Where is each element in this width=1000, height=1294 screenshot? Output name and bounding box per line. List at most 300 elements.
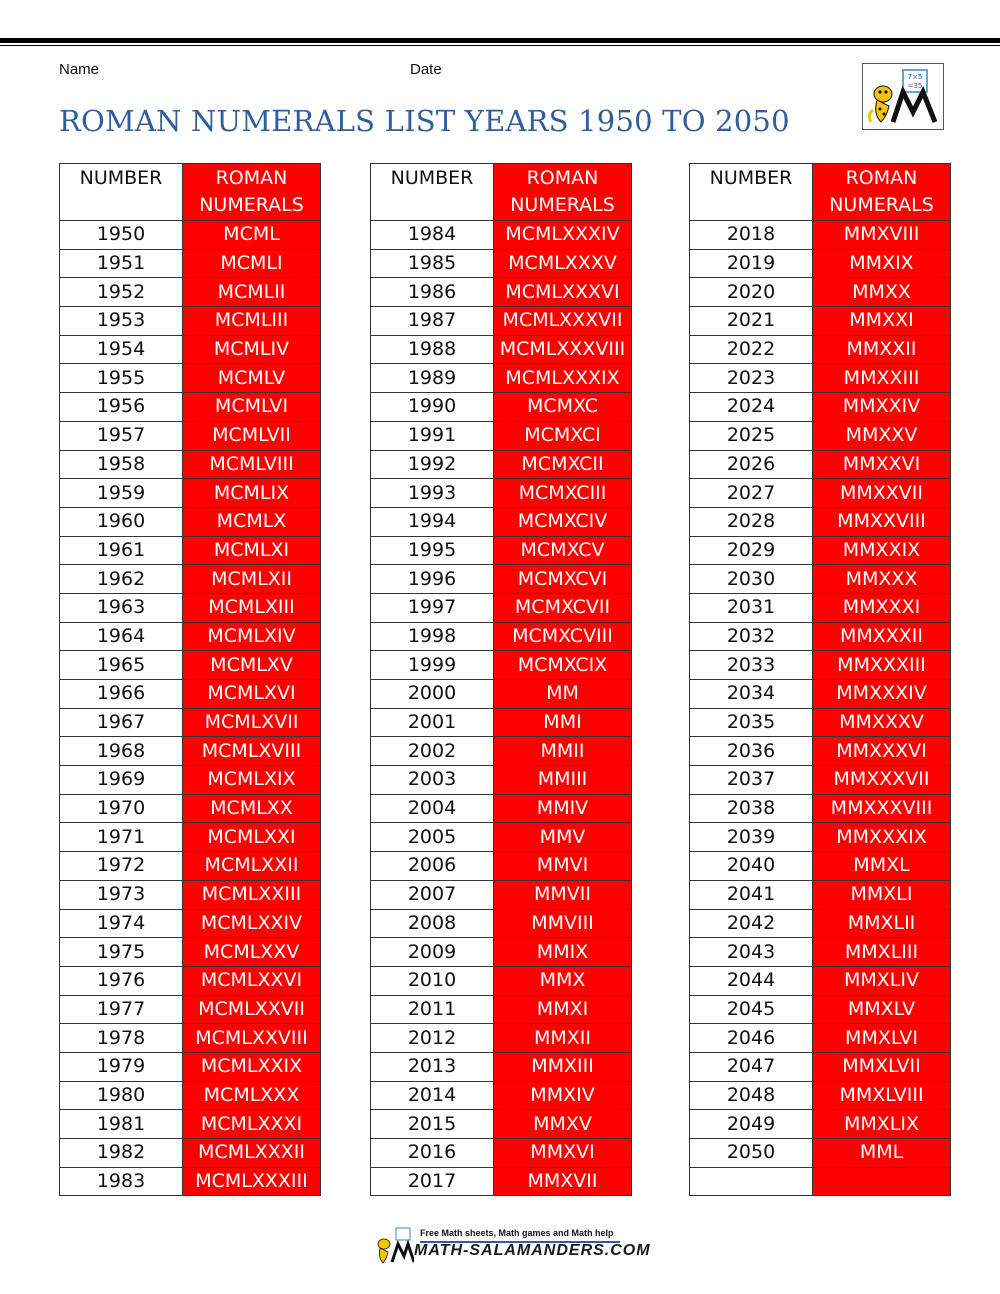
roman-numeral-cell: MMXXVI <box>813 450 951 479</box>
year-cell: 1955 <box>60 364 183 393</box>
table-row <box>371 680 632 709</box>
year-cell: 2014 <box>371 1081 494 1110</box>
year-cell: 1965 <box>60 651 183 680</box>
roman-numeral-cell: MCMLXIV <box>183 622 321 651</box>
table-row <box>60 536 321 565</box>
roman-numeral-cell: MMXXVII <box>813 479 951 508</box>
table-row <box>371 938 632 967</box>
roman-numeral-cell: MCMXCVII <box>494 593 632 622</box>
table-row <box>371 450 632 479</box>
table-row <box>690 1167 951 1196</box>
roman-table-3 <box>689 163 951 1196</box>
roman-numeral-cell: MMXXXVI <box>813 737 951 766</box>
roman-numeral-cell: MMV <box>494 823 632 852</box>
year-cell: 1967 <box>60 708 183 737</box>
year-cell: 1981 <box>60 1110 183 1139</box>
table-row <box>371 1024 632 1053</box>
table-row <box>690 966 951 995</box>
year-cell: 1964 <box>60 622 183 651</box>
roman-numeral-cell: MMXXVIII <box>813 507 951 536</box>
year-cell: 2006 <box>371 852 494 881</box>
roman-numeral-cell: MMXVI <box>494 1139 632 1168</box>
roman-numeral-cell: MMXIX <box>813 249 951 278</box>
table-row <box>371 823 632 852</box>
table-header-row <box>371 164 632 221</box>
footer-site-name: MATH-SALAMANDERS.COM <box>414 1242 651 1259</box>
roman-numeral-cell: MMXLIV <box>813 966 951 995</box>
table-row <box>371 421 632 450</box>
roman-numeral-cell: MMXXXV <box>813 708 951 737</box>
year-cell: 1987 <box>371 307 494 336</box>
year-cell: 2038 <box>690 794 813 823</box>
roman-header-line2: NUMERALS <box>510 194 615 216</box>
table-row <box>371 479 632 508</box>
year-cell: 1974 <box>60 909 183 938</box>
year-cell: 2033 <box>690 651 813 680</box>
year-cell: 1961 <box>60 536 183 565</box>
year-cell: 1962 <box>60 565 183 594</box>
roman-numeral-cell: MMXLIII <box>813 938 951 967</box>
year-cell: 2018 <box>690 221 813 250</box>
roman-numeral-cell: MCMLVI <box>183 393 321 422</box>
table-row <box>371 593 632 622</box>
table-row <box>371 737 632 766</box>
roman-numeral-cell: MCMXCI <box>494 421 632 450</box>
table-row <box>690 995 951 1024</box>
year-cell: 1950 <box>60 221 183 250</box>
table-row <box>690 880 951 909</box>
table-row <box>690 766 951 795</box>
year-cell: 1953 <box>60 307 183 336</box>
number-column-header: NUMBER <box>371 164 494 221</box>
roman-numeral-cell: MCMLXXXI <box>183 1110 321 1139</box>
year-cell: 1990 <box>371 393 494 422</box>
roman-numeral-cell: MCMLV <box>183 364 321 393</box>
year-cell: 1951 <box>60 249 183 278</box>
table-row <box>60 909 321 938</box>
roman-numeral-cell: MMXX <box>813 278 951 307</box>
table-row <box>690 335 951 364</box>
roman-numeral-cell: MMXL <box>813 852 951 881</box>
roman-numeral-cell: MMIX <box>494 938 632 967</box>
table-row <box>371 249 632 278</box>
roman-numeral-cell: MMXLVIII <box>813 1081 951 1110</box>
year-cell: 1970 <box>60 794 183 823</box>
year-cell: 2045 <box>690 995 813 1024</box>
year-cell: 1957 <box>60 421 183 450</box>
year-cell: 2050 <box>690 1139 813 1168</box>
roman-numeral-cell: MCMLXXV <box>183 938 321 967</box>
roman-numeral-cell: MMXVII <box>494 1167 632 1196</box>
roman-numeral-cell: MCMLXIX <box>183 766 321 795</box>
table-row <box>690 393 951 422</box>
table-row <box>690 938 951 967</box>
table-row <box>60 622 321 651</box>
year-cell: 1963 <box>60 593 183 622</box>
roman-numeral-cell: MMXXXIV <box>813 680 951 709</box>
roman-numeral-cell: MMXV <box>494 1110 632 1139</box>
year-cell: 2025 <box>690 421 813 450</box>
year-cell: 2004 <box>371 794 494 823</box>
roman-numeral-cell: MMXXXVIII <box>813 794 951 823</box>
roman-numeral-cell: MCMLIX <box>183 479 321 508</box>
table-row <box>60 565 321 594</box>
roman-numeral-cell: MCMLXXIII <box>183 880 321 909</box>
roman-numeral-cell: MCMXCVIII <box>494 622 632 651</box>
roman-numeral-cell: MCMLX <box>183 507 321 536</box>
table-row <box>371 880 632 909</box>
table-row <box>690 794 951 823</box>
year-cell: 1994 <box>371 507 494 536</box>
name-label: Name <box>59 61 100 78</box>
table-row <box>690 651 951 680</box>
table-row <box>371 966 632 995</box>
table-row <box>690 737 951 766</box>
roman-numeral-cell: MCMLXXXIV <box>494 221 632 250</box>
roman-numeral-cell: MCML <box>183 221 321 250</box>
roman-numeral-cell: MCMLXXXVI <box>494 278 632 307</box>
year-cell <box>690 1167 813 1196</box>
roman-numeral-cell: MCMLXV <box>183 651 321 680</box>
roman-numeral-cell: MMXI <box>494 995 632 1024</box>
table-row <box>371 335 632 364</box>
number-column-header: NUMBER <box>690 164 813 221</box>
year-cell: 2007 <box>371 880 494 909</box>
roman-header-line1: ROMAN <box>526 167 599 189</box>
table-row <box>371 1052 632 1081</box>
table-row <box>60 737 321 766</box>
table-row <box>60 479 321 508</box>
table-row <box>371 708 632 737</box>
year-cell: 2022 <box>690 335 813 364</box>
roman-numeral-cell: MCMXCIII <box>494 479 632 508</box>
table-row <box>60 335 321 364</box>
roman-numeral-cell: MCMLXXI <box>183 823 321 852</box>
table-row <box>690 1110 951 1139</box>
year-cell: 1972 <box>60 852 183 881</box>
table-row <box>371 307 632 336</box>
year-cell: 2027 <box>690 479 813 508</box>
table-row <box>371 565 632 594</box>
roman-numeral-cell: MMXXXIII <box>813 651 951 680</box>
year-cell: 2003 <box>371 766 494 795</box>
roman-numeral-cell: MCMLXXXV <box>494 249 632 278</box>
roman-column-header <box>183 164 321 221</box>
roman-numeral-cell: MMXIII <box>494 1052 632 1081</box>
table-row <box>690 364 951 393</box>
year-cell: 2001 <box>371 708 494 737</box>
roman-numeral-cell: MCMLIV <box>183 335 321 364</box>
salamander-math-icon <box>862 63 944 130</box>
roman-numeral-cell: MCMLXIII <box>183 593 321 622</box>
year-cell: 2030 <box>690 565 813 594</box>
roman-numeral-cell: MCMLVIII <box>183 450 321 479</box>
table-row <box>371 1167 632 1196</box>
table-row <box>690 221 951 250</box>
table-row <box>60 1052 321 1081</box>
year-cell: 1978 <box>60 1024 183 1053</box>
table-row <box>60 393 321 422</box>
year-cell: 2044 <box>690 966 813 995</box>
year-cell: 1968 <box>60 737 183 766</box>
table-row <box>371 995 632 1024</box>
year-cell: 2017 <box>371 1167 494 1196</box>
roman-column-header <box>813 164 951 221</box>
table-row <box>60 1081 321 1110</box>
roman-column-header <box>494 164 632 221</box>
table-row <box>60 450 321 479</box>
roman-numeral-cell: MMXLV <box>813 995 951 1024</box>
table-row <box>60 507 321 536</box>
roman-numeral-cell: MCMLXX <box>183 794 321 823</box>
roman-numeral-cell: MCMLI <box>183 249 321 278</box>
table-row <box>60 708 321 737</box>
roman-numeral-cell: MCMLXXXIX <box>494 364 632 393</box>
roman-numeral-cell: MMXXIV <box>813 393 951 422</box>
year-cell: 1973 <box>60 880 183 909</box>
year-cell: 2032 <box>690 622 813 651</box>
year-cell: 1959 <box>60 479 183 508</box>
roman-numeral-cell <box>813 1167 951 1196</box>
roman-numeral-cell: MMXLIX <box>813 1110 951 1139</box>
roman-numeral-cell: MCMLXI <box>183 536 321 565</box>
year-cell: 1977 <box>60 995 183 1024</box>
year-cell: 2013 <box>371 1052 494 1081</box>
table-row <box>690 1052 951 1081</box>
table-row <box>690 622 951 651</box>
table-row <box>60 880 321 909</box>
table-row <box>60 1167 321 1196</box>
table-row <box>60 966 321 995</box>
footer-logo <box>374 1226 651 1266</box>
roman-table-2 <box>370 163 632 1196</box>
roman-numeral-cell: MCMLXXIV <box>183 909 321 938</box>
table-row <box>690 1081 951 1110</box>
number-column-header: NUMBER <box>60 164 183 221</box>
date-label: Date <box>410 61 442 78</box>
year-cell: 1980 <box>60 1081 183 1110</box>
roman-numeral-cell: MCMLXXVI <box>183 966 321 995</box>
year-cell: 1969 <box>60 766 183 795</box>
year-cell: 1995 <box>371 536 494 565</box>
year-cell: 2043 <box>690 938 813 967</box>
roman-numeral-cell: MMXIV <box>494 1081 632 1110</box>
roman-numeral-cell: MMXXXVII <box>813 766 951 795</box>
roman-numeral-cell: MMIV <box>494 794 632 823</box>
table-row <box>690 536 951 565</box>
roman-numeral-cell: MCMLXXXVIII <box>494 335 632 364</box>
table-row <box>690 680 951 709</box>
table-row <box>371 909 632 938</box>
table-row <box>371 507 632 536</box>
roman-numeral-cell: MCMXCIX <box>494 651 632 680</box>
roman-numeral-cell: MMXVIII <box>813 221 951 250</box>
roman-numeral-cell: MMXXXI <box>813 593 951 622</box>
table-row <box>371 221 632 250</box>
roman-numeral-cell: MCMLXXXIII <box>183 1167 321 1196</box>
year-cell: 2002 <box>371 737 494 766</box>
roman-numeral-cell: MMIII <box>494 766 632 795</box>
table-row <box>371 278 632 307</box>
table-row <box>371 794 632 823</box>
roman-numeral-cell: MMXLVII <box>813 1052 951 1081</box>
table-row <box>371 393 632 422</box>
year-cell: 1982 <box>60 1139 183 1168</box>
year-cell: 1966 <box>60 680 183 709</box>
table-header-row <box>60 164 321 221</box>
roman-header-line2: NUMERALS <box>199 194 304 216</box>
year-cell: 2015 <box>371 1110 494 1139</box>
page-title: ROMAN NUMERALS LIST YEARS 1950 TO 2050 <box>59 104 790 138</box>
table-row <box>60 421 321 450</box>
year-cell: 2026 <box>690 450 813 479</box>
table-row <box>690 565 951 594</box>
table-row <box>690 909 951 938</box>
table-row <box>690 1139 951 1168</box>
year-cell: 2037 <box>690 766 813 795</box>
table-row <box>60 278 321 307</box>
table-row <box>371 852 632 881</box>
year-cell: 2019 <box>690 249 813 278</box>
year-cell: 1988 <box>371 335 494 364</box>
year-cell: 1989 <box>371 364 494 393</box>
roman-numeral-cell: MMXII <box>494 1024 632 1053</box>
roman-numeral-cell: MMX <box>494 966 632 995</box>
year-cell: 2035 <box>690 708 813 737</box>
year-cell: 2034 <box>690 680 813 709</box>
roman-numeral-cell: MMXXX <box>813 565 951 594</box>
roman-numeral-cell: MCMXC <box>494 393 632 422</box>
table-row <box>690 852 951 881</box>
year-cell: 2049 <box>690 1110 813 1139</box>
table-row <box>60 1139 321 1168</box>
table-row <box>690 1024 951 1053</box>
year-cell: 2048 <box>690 1081 813 1110</box>
year-cell: 1984 <box>371 221 494 250</box>
roman-numeral-cell: MCMLXVI <box>183 680 321 709</box>
table-row <box>60 651 321 680</box>
footer-tagline: Free Math sheets, Math games and Math help <box>420 1228 614 1238</box>
year-cell: 2042 <box>690 909 813 938</box>
year-cell: 1991 <box>371 421 494 450</box>
roman-header-line1: ROMAN <box>215 167 288 189</box>
roman-numeral-cell: MCMLXXXVII <box>494 307 632 336</box>
table-row <box>60 938 321 967</box>
salamander-math-icon <box>374 1226 414 1266</box>
year-cell: 2036 <box>690 737 813 766</box>
year-cell: 2031 <box>690 593 813 622</box>
year-cell: 2005 <box>371 823 494 852</box>
year-cell: 1979 <box>60 1052 183 1081</box>
year-cell: 2024 <box>690 393 813 422</box>
year-cell: 1983 <box>60 1167 183 1196</box>
year-cell: 2009 <box>371 938 494 967</box>
table-row <box>690 479 951 508</box>
year-cell: 2000 <box>371 680 494 709</box>
year-cell: 1998 <box>371 622 494 651</box>
roman-numeral-cell: MCMLVII <box>183 421 321 450</box>
table-row <box>371 1110 632 1139</box>
table-header-row <box>690 164 951 221</box>
table-row <box>371 651 632 680</box>
year-cell: 2011 <box>371 995 494 1024</box>
year-cell: 1992 <box>371 450 494 479</box>
table-row <box>60 593 321 622</box>
roman-numeral-cell: MMXLII <box>813 909 951 938</box>
table-row <box>60 1110 321 1139</box>
table-row <box>60 680 321 709</box>
roman-numeral-cell: MMVI <box>494 852 632 881</box>
table-row <box>60 307 321 336</box>
table-row <box>60 823 321 852</box>
roman-numeral-cell: MCMLIII <box>183 307 321 336</box>
table-row <box>690 450 951 479</box>
roman-numeral-cell: MMXLVI <box>813 1024 951 1053</box>
roman-header-line1: ROMAN <box>845 167 918 189</box>
table-row <box>60 995 321 1024</box>
roman-numeral-cell: MCMLXXVIII <box>183 1024 321 1053</box>
table-row <box>60 794 321 823</box>
year-cell: 1986 <box>371 278 494 307</box>
roman-header-line2: NUMERALS <box>829 194 934 216</box>
table-row <box>371 622 632 651</box>
logo-text-line1: 7×5 <box>907 73 923 81</box>
year-cell: 2023 <box>690 364 813 393</box>
year-cell: 1997 <box>371 593 494 622</box>
year-cell: 1971 <box>60 823 183 852</box>
roman-numeral-cell: MMVII <box>494 880 632 909</box>
table-row <box>371 1139 632 1168</box>
table-row <box>371 364 632 393</box>
table-row <box>690 507 951 536</box>
roman-numeral-cell: MMI <box>494 708 632 737</box>
table-row <box>60 364 321 393</box>
roman-numeral-cell: MMVIII <box>494 909 632 938</box>
year-cell: 2039 <box>690 823 813 852</box>
year-cell: 1956 <box>60 393 183 422</box>
year-cell: 2029 <box>690 536 813 565</box>
table-row <box>60 249 321 278</box>
roman-numeral-cell: MCMLXVII <box>183 708 321 737</box>
year-cell: 1975 <box>60 938 183 967</box>
year-cell: 1985 <box>371 249 494 278</box>
roman-numeral-cell: MMXXXIX <box>813 823 951 852</box>
roman-numeral-cell: MCMLXXXII <box>183 1139 321 1168</box>
table-row <box>690 249 951 278</box>
table-row <box>371 1081 632 1110</box>
roman-numeral-cell: MCMXCV <box>494 536 632 565</box>
table-row <box>690 593 951 622</box>
roman-numeral-cell: MMXXV <box>813 421 951 450</box>
top-rule-thin <box>0 45 1000 46</box>
roman-numeral-cell: MCMXCIV <box>494 507 632 536</box>
year-cell: 1993 <box>371 479 494 508</box>
roman-numeral-cell: MCMLXXVII <box>183 995 321 1024</box>
table-row <box>690 708 951 737</box>
roman-numeral-cell: MMXXXII <box>813 622 951 651</box>
year-cell: 2020 <box>690 278 813 307</box>
roman-numeral-cell: MMXXIX <box>813 536 951 565</box>
year-cell: 1954 <box>60 335 183 364</box>
year-cell: 2012 <box>371 1024 494 1053</box>
table-row <box>60 766 321 795</box>
roman-numeral-cell: MCMLII <box>183 278 321 307</box>
table-row <box>371 766 632 795</box>
year-cell: 2016 <box>371 1139 494 1168</box>
table-row <box>690 278 951 307</box>
roman-numeral-cell: MCMLXII <box>183 565 321 594</box>
year-cell: 2040 <box>690 852 813 881</box>
